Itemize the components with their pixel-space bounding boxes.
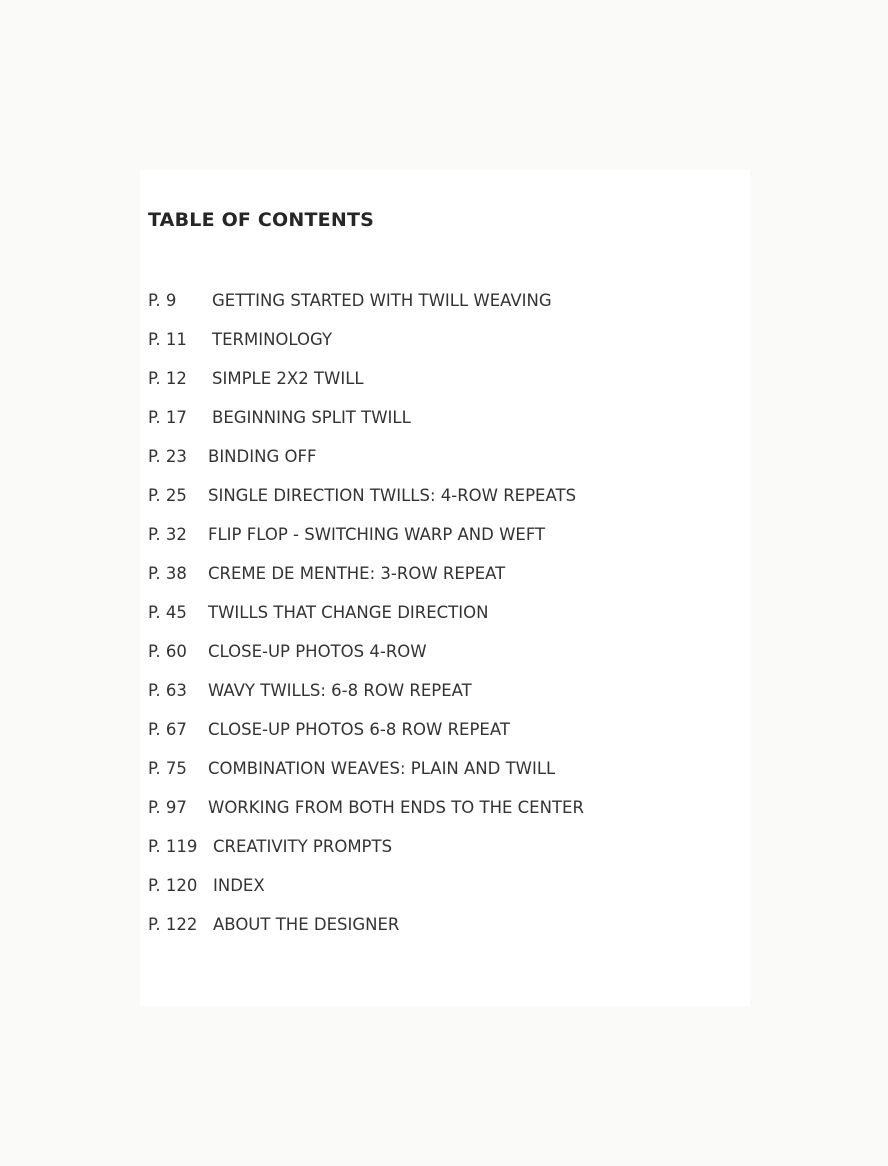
toc-entry — [148, 599, 584, 638]
toc-entry — [148, 638, 584, 677]
toc-page-number: P. 11 — [148, 330, 187, 349]
toc-entry — [148, 482, 584, 521]
toc-entry-title: WAVY TWILLS: 6-8 ROW REPEAT — [208, 681, 472, 700]
toc-page-number: P. 38 — [148, 564, 187, 583]
toc-entry-title: FLIP FLOP - SWITCHING WARP AND WEFT — [208, 525, 546, 544]
toc-entry — [148, 833, 584, 872]
toc-entry-title: CREME DE MENTHE: 3-ROW REPEAT — [208, 564, 506, 583]
toc-page-number: P. 122 — [148, 915, 198, 934]
toc-entry-title: CLOSE-UP PHOTOS 6-8 ROW REPEAT — [208, 720, 510, 739]
toc-entry-title: WORKING FROM BOTH ENDS TO THE CENTER — [208, 798, 584, 817]
toc-page-number: P. 32 — [148, 525, 187, 544]
toc-page-number: P. 25 — [148, 486, 187, 505]
toc-page-number: P. 60 — [148, 642, 187, 661]
toc-entry-title: BEGINNING SPLIT TWILL — [212, 408, 411, 427]
toc-entry-title: GETTING STARTED WITH TWILL WEAVING — [212, 291, 552, 310]
toc-entry — [148, 326, 584, 365]
toc-entry-title: SIMPLE 2X2 TWILL — [212, 369, 364, 388]
page-title: TABLE OF CONTENTS — [148, 209, 375, 231]
toc-page-number: P. 120 — [148, 876, 198, 895]
toc-entry-title: ABOUT THE DESIGNER — [213, 915, 400, 934]
toc-page-number: P. 17 — [148, 408, 187, 427]
toc-entry-title: CLOSE-UP PHOTOS 4-ROW — [208, 642, 427, 661]
toc-entry-title: CREATIVITY PROMPTS — [213, 837, 393, 856]
toc-entry-title: COMBINATION WEAVES: PLAIN AND TWILL — [208, 759, 556, 778]
toc-list — [148, 287, 584, 950]
toc-entry — [148, 365, 584, 404]
toc-page-number: P. 45 — [148, 603, 187, 622]
toc-page-number: P. 23 — [148, 447, 187, 466]
toc-page-number: P. 63 — [148, 681, 187, 700]
toc-entry — [148, 677, 584, 716]
toc-page-number: P. 97 — [148, 798, 187, 817]
toc-entry — [148, 872, 584, 911]
toc-entry — [148, 560, 584, 599]
toc-entry-title: SINGLE DIRECTION TWILLS: 4-ROW REPEATS — [208, 486, 577, 505]
toc-entry — [148, 911, 584, 950]
toc-entry — [148, 794, 584, 833]
toc-page-number: P. 67 — [148, 720, 187, 739]
toc-entry-title: INDEX — [213, 876, 265, 895]
toc-page-number: P. 9 — [148, 291, 177, 310]
toc-entry — [148, 716, 584, 755]
toc-entry-title: TWILLS THAT CHANGE DIRECTION — [208, 603, 489, 622]
toc-entry-title: TERMINOLOGY — [212, 330, 333, 349]
toc-page-number: P. 75 — [148, 759, 187, 778]
toc-page-number: P. 12 — [148, 369, 187, 388]
toc-entry — [148, 521, 584, 560]
toc-entry — [148, 443, 584, 482]
toc-entry — [148, 755, 584, 794]
toc-entry-title: BINDING OFF — [208, 447, 317, 466]
toc-page-number: P. 119 — [148, 837, 198, 856]
toc-entry — [148, 287, 584, 326]
toc-entry — [148, 404, 584, 443]
